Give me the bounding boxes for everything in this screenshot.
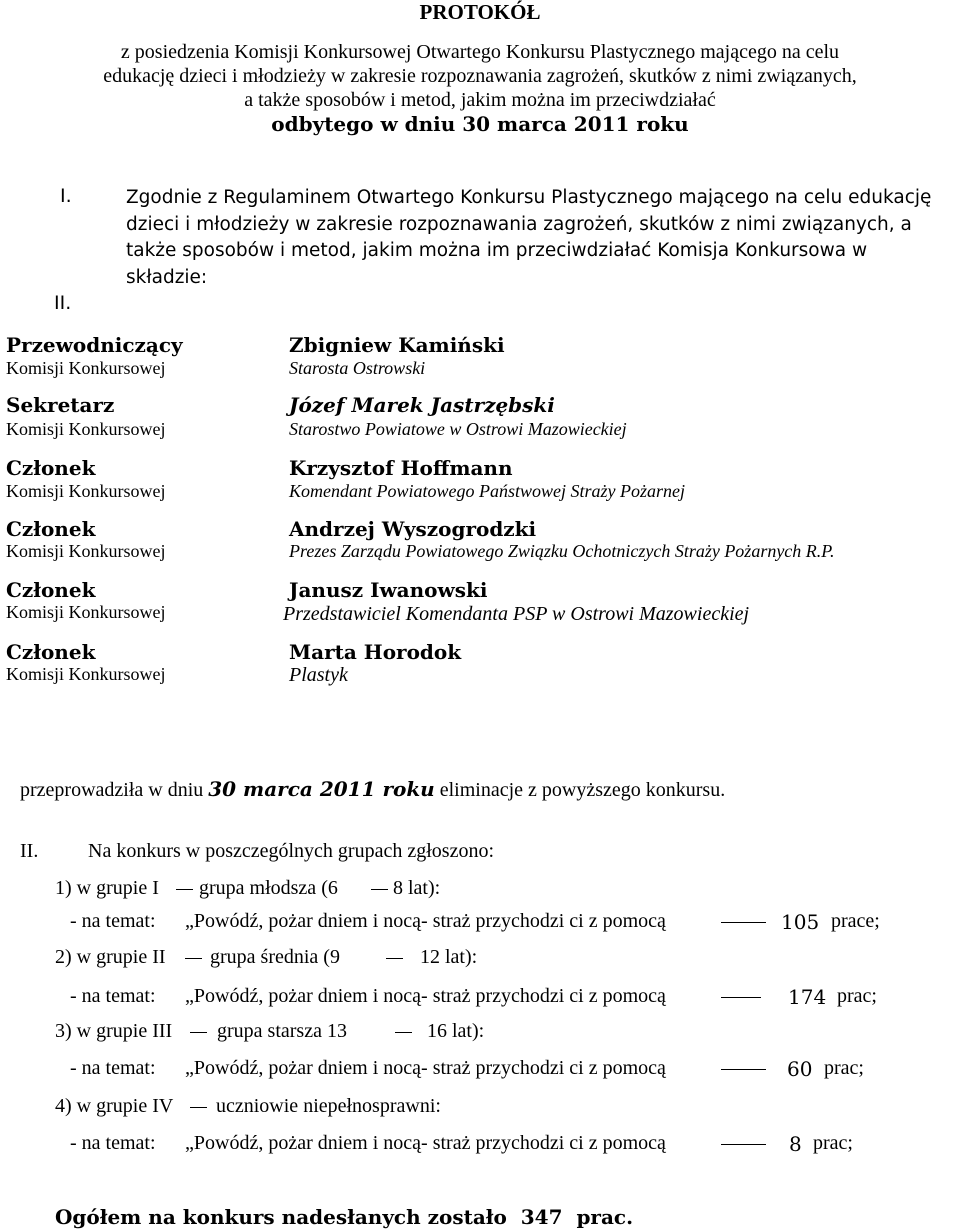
summary-suffix: prac. xyxy=(576,1205,634,1229)
theme-quote: „Powódź, pożar dniem i nocą- straż przychodzi ci z pomocą xyxy=(185,910,666,932)
summary-prefix: Ogółem na konkurs nadesłanych zostało xyxy=(55,1205,507,1229)
member-name: Andrzej Wyszogrodzki xyxy=(289,517,537,541)
document-title: PROTOKÓŁ xyxy=(419,0,541,24)
group-2-unit: prac; xyxy=(837,985,877,1007)
section-i-number: I. xyxy=(60,185,72,207)
header-line-3: a także sposobów i metod, jakim można im przeciwdziałać xyxy=(244,89,716,111)
group-1-age-end: 8 lat): xyxy=(393,877,441,899)
member-role-sub: Komisji Konkursowej xyxy=(6,602,166,622)
group-1-unit: prace; xyxy=(831,910,880,932)
elimination-date: 30 marca 2011 roku xyxy=(208,777,435,801)
member-name: Krzysztof Hoffmann xyxy=(289,456,513,480)
member-role: Sekretarz xyxy=(6,393,115,417)
member-function: Komendant Powiatowego Państwowej Straży Pożarnej xyxy=(289,481,685,501)
group-3-count: 60 xyxy=(787,1057,813,1081)
theme-quote: „Powódź, pożar dniem i nocą- straż przychodzi ci z pomocą xyxy=(185,1132,666,1154)
dash xyxy=(395,1032,412,1033)
header-line-2: edukację dzieci i młodzieży w zakresie rozpoznawania zagrożeń, skutków z nimi związanych, xyxy=(103,65,857,87)
group-4-count: 8 xyxy=(789,1132,802,1156)
group-4-unit: prac; xyxy=(813,1132,853,1154)
group-1-desc: grupa młodsza (6 xyxy=(199,877,338,899)
group-1-count: 105 xyxy=(781,910,820,934)
member-role-sub: Komisji Konkursowej xyxy=(6,358,166,378)
section-ii-number: II. xyxy=(20,840,39,862)
section-ii-intro: Na konkurs w poszczególnych grupach zgłoszono: xyxy=(88,840,494,862)
group-3-unit: prac; xyxy=(824,1057,864,1079)
group-4-desc: uczniowie niepełnosprawni: xyxy=(216,1095,441,1117)
member-role: Członek xyxy=(6,517,96,541)
elimination-sentence: przeprowadziła w dniu 30 marca 2011 roku eliminacje z powyższego konkursu. xyxy=(20,777,726,801)
group-3-label: 3) w grupie III xyxy=(55,1020,173,1042)
dash xyxy=(176,889,193,890)
member-role-sub: Komisji Konkursowej xyxy=(6,541,166,561)
group-4-label: 4) w grupie IV xyxy=(55,1095,174,1117)
group-2-age-end: 12 lat): xyxy=(420,946,478,968)
member-function: Przedstawiciel Komendanta PSP w Ostrowi Mazowieckiej xyxy=(283,603,750,625)
member-function: Plastyk xyxy=(289,664,348,686)
group-1-label: 1) w grupie I xyxy=(55,877,159,899)
theme-quote: „Powódź, pożar dniem i nocą- straż przychodzi ci z pomocą xyxy=(185,1057,666,1079)
group-2-desc: grupa średnia (9 xyxy=(210,946,340,968)
member-function: Prezes Zarządu Powiatowego Związku Ochotniczych Straży Pożarnych R.P. xyxy=(289,541,835,561)
meeting-date: odbytego w dniu 30 marca 2011 roku xyxy=(271,112,689,136)
header-line-1: z posiedzenia Komisji Konkursowej Otwartego Konkursu Plastycznego mającego na celu xyxy=(120,41,840,63)
group-3-age-end: 16 lat): xyxy=(427,1020,485,1042)
group-3-desc: grupa starsza 13 xyxy=(217,1020,347,1042)
member-role: Członek xyxy=(6,640,96,664)
dash xyxy=(721,1069,766,1070)
summary-count: 347 xyxy=(520,1205,563,1229)
member-function: Starosta Ostrowski xyxy=(289,358,426,378)
summary-line xyxy=(55,1205,633,1229)
member-name: Marta Horodok xyxy=(289,640,462,664)
theme-prefix: - na temat: xyxy=(70,1057,156,1079)
group-2-label: 2) w grupie II xyxy=(55,946,166,968)
theme-quote: „Powódź, pożar dniem i nocą- straż przychodzi ci z pomocą xyxy=(185,985,666,1007)
member-function: Starostwo Powiatowe w Ostrowi Mazowieckiej xyxy=(289,419,627,439)
dash xyxy=(386,958,403,959)
member-name: Zbigniew Kamiński xyxy=(289,333,505,357)
theme-prefix: - na temat: xyxy=(70,985,156,1007)
dash xyxy=(721,997,761,998)
section-i-text: Zgodnie z Regulaminem Otwartego Konkursu Plastycznego mającego na celu edukację dzieci i młodzieży w zakresie rozpoznawania zagrożeń, skutków z nimi związanych, a także sposobów i metod, jakim można im przeciwdziałać Komisja Konkursowa w składzie: xyxy=(126,187,932,288)
theme-prefix: - na temat: xyxy=(70,1132,156,1154)
member-name: Józef Marek Jastrzębski xyxy=(289,393,555,417)
dash xyxy=(190,1107,207,1108)
member-name: Janusz Iwanowski xyxy=(289,578,488,602)
member-role-sub: Komisji Konkursowej xyxy=(6,419,166,439)
section-ii-marker: II. xyxy=(54,292,72,314)
member-role: Członek xyxy=(6,578,96,602)
dash xyxy=(721,922,766,923)
dash xyxy=(721,1144,766,1145)
theme-prefix: - na temat: xyxy=(70,910,156,932)
member-role: Członek xyxy=(6,456,96,480)
group-2-count: 174 xyxy=(788,985,827,1009)
member-role: Przewodniczący xyxy=(6,333,183,357)
member-role-sub: Komisji Konkursowej xyxy=(6,664,166,684)
dash xyxy=(190,1032,207,1033)
dash xyxy=(371,889,388,890)
member-role-sub: Komisji Konkursowej xyxy=(6,481,166,501)
dash xyxy=(185,958,202,959)
